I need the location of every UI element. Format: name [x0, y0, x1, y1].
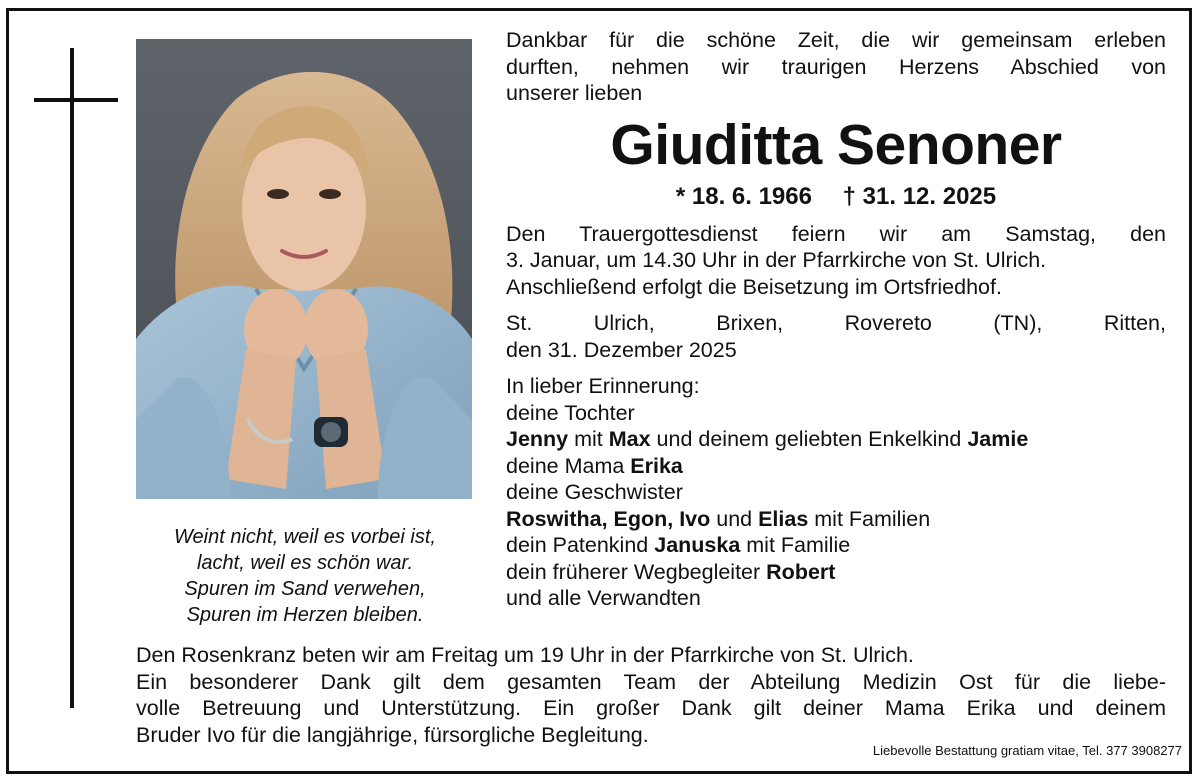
memory-siblings-label: deine Geschwister	[506, 480, 683, 504]
cross-icon-bar	[34, 98, 118, 102]
cross-icon	[70, 48, 74, 708]
siblings-names: Roswitha, Egon, Ivo	[506, 506, 711, 531]
memory-daughter-label: deine Tochter	[506, 400, 635, 425]
bottom-text	[136, 642, 1166, 748]
main-text	[506, 27, 1166, 612]
bottom-line: volle Betreuung und Unterstützung. Ein großer Dank gilt deiner Mama Erika und deinem	[136, 696, 1166, 720]
bottom-line: Ein besonderer Dank gilt dem gesamten Team der Abteilung Medizin Ost für die liebe-	[136, 669, 1166, 694]
death-date: † 31. 12. 2025	[842, 182, 997, 210]
service-line: Den Trauergottesdienst feiern wir am Samstag, den	[506, 221, 1166, 246]
intro-line: unserer lieben	[506, 81, 643, 105]
poem-line: Spuren im Herzen bleiben.	[186, 604, 424, 626]
place-line: den 31. Dezember 2025	[506, 337, 737, 362]
deceased-name: Giuditta Senoner	[610, 112, 1062, 177]
mother-name: Erika	[630, 453, 683, 478]
intro-line: durften, nehmen wir traurigen Herzens Abschied von	[506, 54, 1166, 79]
companion-name: Robert	[766, 559, 836, 584]
birth-date: * 18. 6. 1966	[675, 182, 812, 210]
memory-siblings-line: Roswitha, Egon, Ivo und Elias mit Familien	[506, 506, 931, 531]
memory-relatives: und alle Verwandten	[506, 586, 701, 610]
funeral-home-credit: Liebevolle Bestattung gratiam vitae, Tel. 377 3908277	[872, 743, 1182, 758]
sibling-name: Elias	[758, 506, 809, 531]
memory-godchild-line: dein Patenkind Januska mit Familie	[506, 533, 851, 557]
memory-heading: In lieber Erinnerung:	[506, 374, 700, 398]
bottom-line: Den Rosenkranz beten wir am Freitag um 19 Uhr in der Pfarrkirche von St. Ulrich.	[136, 643, 914, 667]
daughter-name: Jenny	[506, 427, 569, 451]
service-line: Anschließend erfolgt die Beisetzung im Ortsfriedhof.	[506, 274, 1002, 299]
poem-line: lacht, weil es schön war.	[196, 552, 413, 574]
grandchild-name: Jamie	[967, 427, 1029, 451]
life-dates	[506, 181, 1166, 213]
service-line: 3. Januar, um 14.30 Uhr in der Pfarrkirche von St. Ulrich.	[506, 248, 1047, 272]
place-line: St. Ulrich, Brixen, Rovereto (TN), Ritten,	[506, 311, 1166, 335]
portrait-photo	[136, 39, 472, 499]
poem-line: Weint nicht, weil es vorbei ist,	[174, 526, 436, 548]
memory-companion-line: dein früherer Wegbegleiter Robert	[506, 559, 836, 584]
bottom-line: Bruder Ivo für die langjährige, fürsorgliche Begleitung.	[136, 722, 649, 747]
partner-name: Max	[608, 427, 651, 451]
memory-mother-line: deine Mama Erika	[506, 453, 683, 478]
memory-daughter-line: Jenny mit Max und deinem geliebten Enkelkind Jamie	[506, 427, 1029, 451]
godchild-name: Januska	[654, 533, 741, 557]
poem-line: Spuren im Sand verwehen,	[184, 578, 426, 600]
poem	[140, 524, 470, 628]
intro-line: Dankbar für die schöne Zeit, die wir gemeinsam erleben	[506, 28, 1166, 52]
